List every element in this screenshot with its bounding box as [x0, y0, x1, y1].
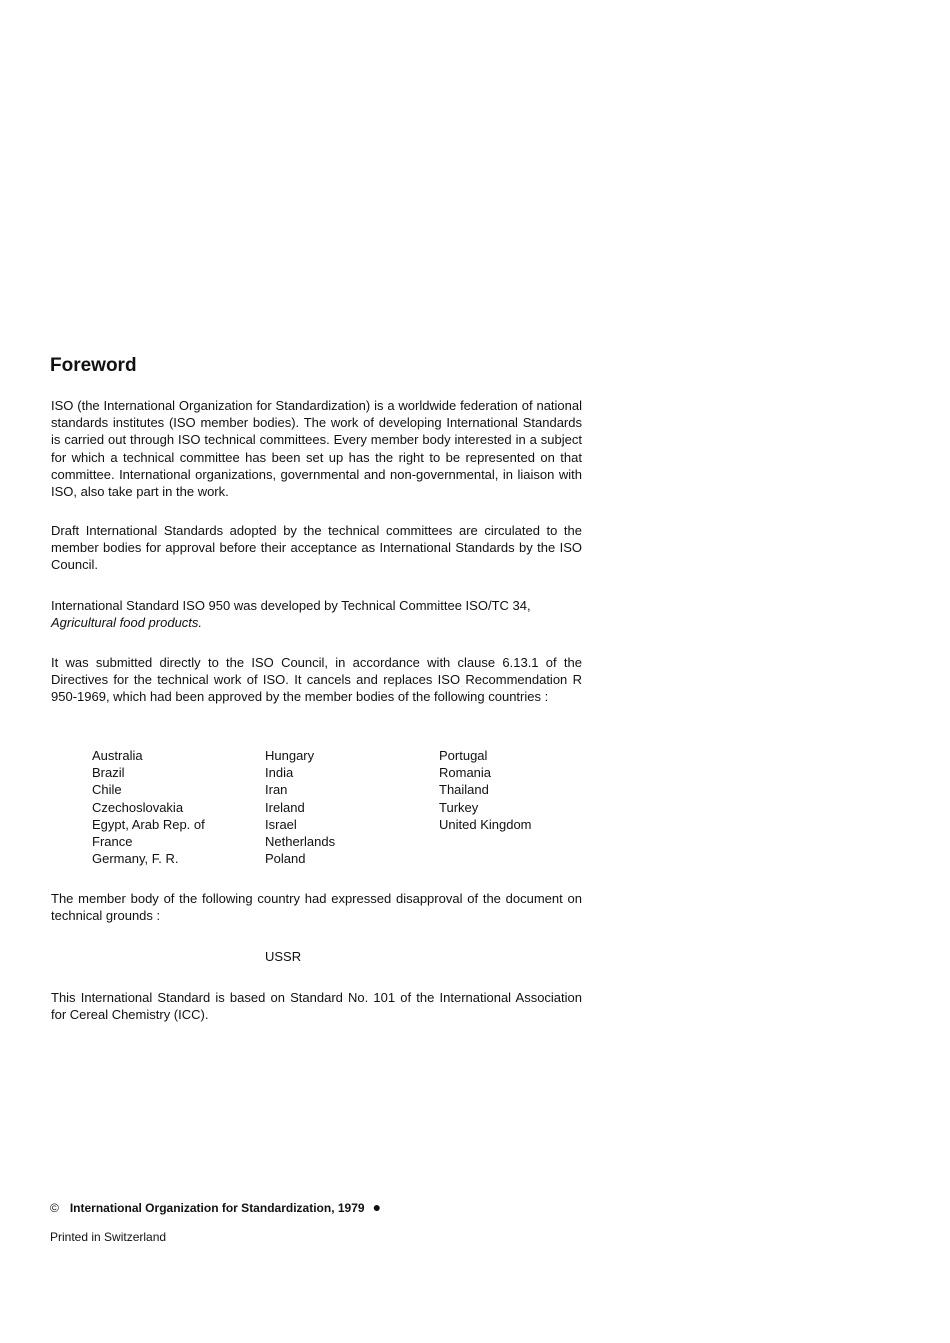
country-item: Australia: [92, 748, 143, 763]
paragraph-submission: It was submitted directly to the ISO Council, in accordance with clause 6.13.1 of the Directives for the technical work of ISO. It cancels and replaces ISO Recommendation R 950-1969, which had been approved by the member bodies of the following countries :: [51, 655, 582, 705]
paragraph-iso-intro: ISO (the International Organization for Standardization) is a worldwide federation of national standards institutes (ISO member bodies). The work of developing International Standards is carried out through ISO technical committees. Every member body interested in a subject for which a technical committee has been set up has the right to be represented on that committee. International organizations, governmental and non-governmental, in liaison with ISO, also take part in the work.: [51, 398, 582, 500]
country-item: Brazil: [92, 765, 125, 781]
country-item: United Kingdom: [439, 816, 532, 832]
bullet-icon: ●: [372, 1199, 382, 1215]
country-item: Iran: [265, 782, 288, 798]
page-title: Foreword: [50, 355, 137, 376]
development-text: International Standard ISO 950 was developed by Technical Committee ISO/TC 34,: [51, 598, 531, 613]
country-item: Romania: [439, 765, 492, 781]
country-item: India: [265, 765, 294, 781]
country-item: Czechoslovakia: [92, 799, 184, 815]
approving-countries-list: [92, 747, 599, 867]
copyright-icon: ©: [50, 1201, 59, 1215]
country-item: Portugal: [439, 748, 488, 763]
paragraph-development: [51, 597, 582, 631]
printed-location: Printed in Switzerland: [50, 1230, 167, 1244]
country-item: Hungary: [265, 748, 315, 763]
country-item: Ireland: [265, 799, 305, 815]
paragraph-draft-standards: Draft International Standards adopted by the technical committees are circulated to the member bodies for approval before their acceptance as International Standards by the ISO Council.: [51, 523, 582, 573]
paragraph-disapproval: The member body of the following country had expressed disapproval of the document on technical grounds :: [51, 891, 582, 924]
countries-column-2: [265, 747, 439, 867]
disapproving-country: USSR: [265, 949, 302, 964]
paragraph-basis: This International Standard is based on Standard No. 101 of the International Association for Cereal Chemistry (ICC).: [51, 990, 582, 1023]
country-item: Israel: [265, 816, 297, 832]
country-item: France: [92, 834, 133, 850]
country-item: Egypt, Arab Rep. of: [92, 816, 205, 832]
copyright-line: [50, 1199, 381, 1216]
country-item: Germany, F. R.: [92, 851, 179, 867]
countries-column-3: [439, 747, 599, 867]
country-item: Chile: [92, 782, 122, 798]
country-item: Poland: [265, 851, 306, 867]
country-item: Turkey: [439, 799, 479, 815]
copyright-holder: International Organization for Standardization, 1979: [69, 1201, 365, 1215]
country-item: Thailand: [439, 782, 489, 798]
countries-column-1: [92, 747, 265, 867]
country-item: Netherlands: [265, 834, 336, 850]
committee-title: Agricultural food products.: [51, 615, 203, 631]
